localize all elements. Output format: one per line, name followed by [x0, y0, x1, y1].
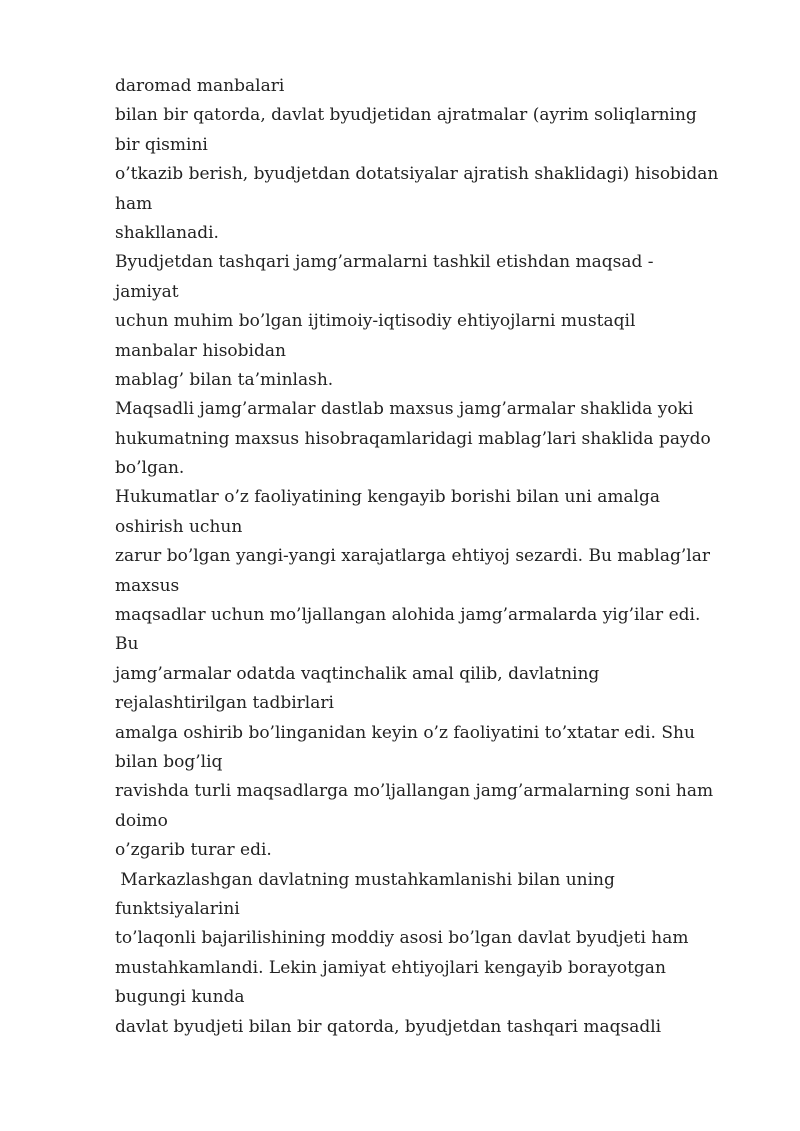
text-line: zarur bo’lgan yangi-yangi xarajatlarga ehtiyoj sezardi. Bu mablag’lar: [115, 546, 710, 567]
text-line: rejalashtirilgan tadbirlari: [115, 693, 334, 714]
text-line: funktsiyalarini: [115, 898, 240, 919]
text-line: Hukumatlar o’z faoliyatining kengayib borishi bilan uni amalga: [115, 487, 661, 508]
text-line: ham: [115, 193, 153, 214]
text-line: Bu: [115, 634, 139, 655]
text-line: amalga oshirib bo’linganidan keyin o’z faoliyatini to’xtatar edi. Shu: [115, 722, 695, 743]
text-line: bilan bir qatorda, davlat byudjetidan ajratmalar (ayrim soliqlarning: [115, 105, 697, 126]
text-line: o’tkazib berish, byudjetdan dotatsiyalar ajratish shaklidagi) hisobidan: [115, 164, 719, 185]
text-line: manbalar hisobidan: [115, 340, 286, 361]
text-line: to’laqonli bajarilishining moddiy asosi bo’lgan davlat byudjeti ham: [115, 928, 689, 949]
document-body: [115, 72, 760, 1042]
text-line: maqsadlar uchun mo’ljallangan alohida jamg’armalarda yig’ilar edi.: [115, 605, 701, 626]
text-line: doimo: [115, 810, 168, 831]
text-line: ravishda turli maqsadlarga mo’ljallangan jamg’armalarning soni ham: [115, 781, 714, 802]
text-line: daromad manbalari: [115, 76, 285, 96]
text-line: hukumatning maxsus hisobraqamlaridagi mablag’lari shaklida paydo: [115, 428, 711, 449]
text-line: Byudjetdan tashqari jamg’armalarni tashkil etishdan maqsad -: [115, 252, 654, 273]
text-line: mustahkamlandi. Lekin jamiyat ehtiyojlari kengayib borayotgan: [115, 957, 666, 978]
text-line: oshirish uchun: [115, 516, 243, 537]
text-line: bir qismini: [115, 134, 208, 155]
text-line: Maqsadli jamg’armalar dastlab maxsus jamg’armalar shaklida yoki: [115, 399, 694, 420]
text-line: bugungi kunda: [115, 987, 245, 1008]
text-line: maxsus: [115, 575, 180, 596]
text-line: mablag’ bilan ta’minlash.: [115, 369, 334, 390]
text-line: jamiyat: [115, 281, 179, 302]
text-line: bilan bog’liq: [115, 751, 223, 772]
text-line: o’zgarib turar edi.: [115, 840, 272, 861]
text-line: davlat byudjeti bilan bir qatorda, byudjetdan tashqari maqsadli: [115, 1016, 662, 1037]
text-line: shakllanadi.: [115, 222, 219, 243]
text-line: jamg’armalar odatda vaqtinchalik amal qilib, davlatning: [115, 663, 600, 684]
text-line: uchun muhim bo’lgan ijtimoiy-iqtisodiy ehtiyojlarni mustaqil: [115, 311, 636, 332]
text-line: Markazlashgan davlatning mustahkamlanishi bilan uning: [115, 869, 615, 890]
text-line: bo’lgan.: [115, 458, 185, 479]
